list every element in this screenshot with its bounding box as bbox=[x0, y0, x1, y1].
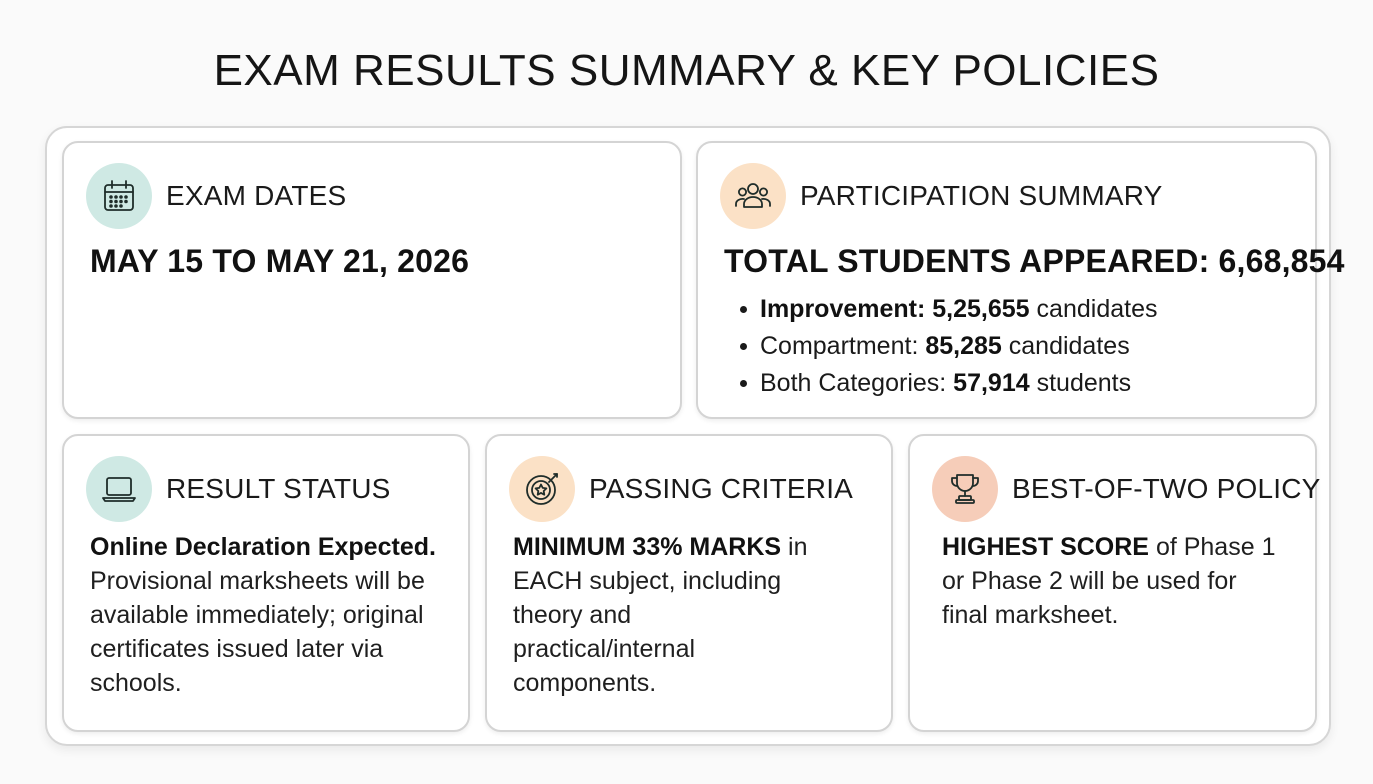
list-item: Improvement: 5,25,655 candidates bbox=[738, 291, 1157, 328]
result-status-card bbox=[62, 434, 470, 732]
best-of-two-title: BEST-OF-TWO POLICY bbox=[1012, 473, 1321, 504]
best-of-two-card bbox=[908, 434, 1321, 732]
list-item: Both Categories: 57,914 students bbox=[738, 365, 1157, 402]
total-students: TOTAL STUDENTS APPEARED: 6,68,854 bbox=[724, 243, 1345, 279]
laptop-icon bbox=[86, 456, 152, 522]
exam-dates-card bbox=[62, 141, 682, 419]
result-status-title: RESULT STATUS bbox=[166, 473, 391, 504]
exam-dates-title: EXAM DATES bbox=[166, 180, 347, 211]
participation-title: PARTICIPATION SUMMARY bbox=[800, 180, 1163, 211]
participation-summary-card bbox=[696, 141, 1345, 419]
target-star-icon bbox=[509, 456, 575, 522]
participation-list bbox=[738, 291, 1157, 402]
passing-criteria-title: PASSING CRITERIA bbox=[589, 473, 854, 504]
passing-criteria-text: MINIMUM 33% MARKS in EACH subject, including theory and practical/internal components. bbox=[513, 533, 808, 697]
people-group-icon bbox=[720, 163, 786, 229]
list-item: Compartment: 85,285 candidates bbox=[738, 328, 1157, 365]
page-title: EXAM RESULTS SUMMARY & KEY POLICIES bbox=[213, 46, 1160, 95]
calendar-icon bbox=[86, 163, 152, 229]
exam-dates-value: MAY 15 TO MAY 21, 2026 bbox=[90, 243, 470, 279]
passing-criteria-card bbox=[485, 434, 893, 732]
trophy-icon bbox=[932, 456, 998, 522]
best-of-two-text: HIGHEST SCORE of Phase 1 or Phase 2 will be used for final marksheet. bbox=[942, 533, 1276, 629]
result-status-text: Online Declaration Expected. Provisional marksheets will be available immediately; original certificates issued later via schools. bbox=[90, 533, 436, 697]
